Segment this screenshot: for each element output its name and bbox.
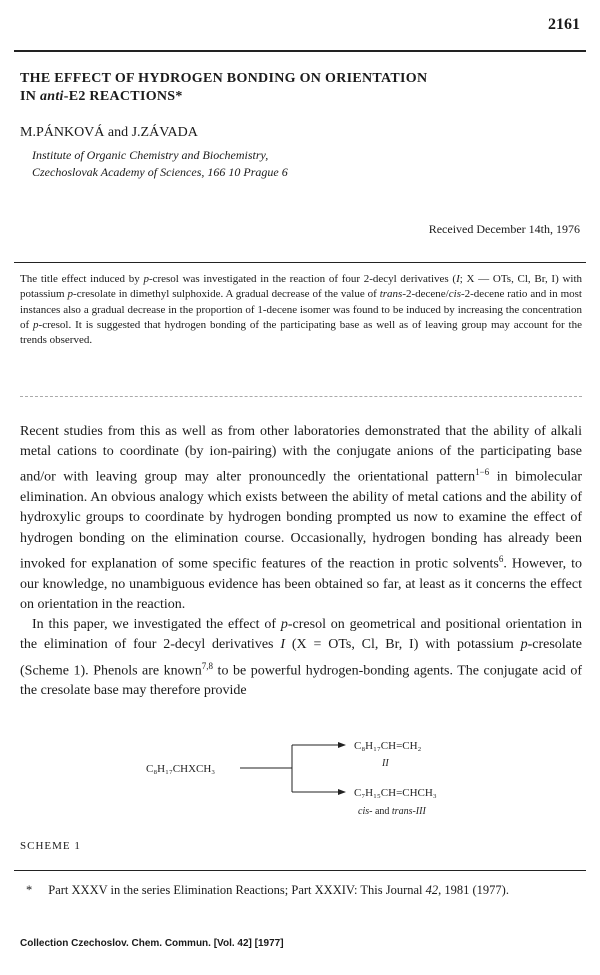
scheme-label-iii: cis- and trans-III [358,806,426,817]
paragraph-2: In this paper, we investigated the effect of p-cresol on geometrical and positional orientation in the elimination of four 2-decyl derivatives I (X = OTs, Cl, Br, I) with potassium p-cresolate (Scheme 1). Phenols are known$^{7,8}$ to be powerful hydrogen-bonding agents. The conjugate acid of the cresolate base may therefore provide [20,617,582,699]
reaction-scheme [0,740,600,820]
author-affiliation: Institute of Organic Chemistry and Biochemistry, Czechoslovak Academy of Sciences, 166 10 Prague 6 [32,148,288,179]
scheme-label-ii: II [382,758,389,769]
abstract-bottom-rule [20,396,582,397]
journal-footer: Collection Czechoslov. Chem. Commun. [Vol. 42] [1977] [20,938,284,949]
author-list: M.PÁNKOVÁ and J.ZÁVADA [20,125,198,140]
scheme-product-ii: C₈H₁₇CH=CH₂ [354,740,422,752]
scheme-product-iii: C₇H₁₅CH=CHCH₃ [354,787,437,799]
title-line-2: IN anti-E2 REACTIONS* [20,89,183,104]
header-rule [14,50,586,52]
abstract-top-rule [14,262,586,263]
article-title [20,70,520,106]
footnote: * Part XXXV in the series Elimination Reactions; Part XXXIV: This Journal 42, 1981 (1977). [26,883,509,897]
title-line-1: THE EFFECT OF HYDROGEN BONDING ON ORIENTATION [20,71,428,86]
abstract: The title effect induced by p-cresol was investigated in the reaction of four 2-decyl derivatives (I; X — OTs, Cl, Br, I) with potassium p-cresolate in dimethyl sulphoxide. A gradual decrease of the value of trans-2-decene/cis-2-decene ratio and in most instances also a gradual decrease in the proportion of 1-decene isomer was found to be induced by increasing the concentration of p-cresol. It is suggested that hydrogen bonding of the participating base as well as of leaving group may account for the trends observed. [20,273,583,347]
page-number: 2161 [548,16,580,33]
paragraph-1: Recent studies from this as well as from other laboratories demonstrated that the ability of alkali metal cations to coordinate (by ion-pairing) with the conjugate anions of the participating base and/or with leaving group may alter pronouncedly the orientational pattern$^{1-6}$ in bimolecular elimination. An obvious analogy which exists between the ability of metal cations and the ability of hydroxylic groups to coordinate by hydrogen bonding prompted us now to examine the effect of hydrogen bonding on the elimination course. Occasionally, hydrogen bonding has already been invoked for explanation of some specific features of the reaction in protic solvents$^6$. However, to our knowledge, no unambiguous evidence has been obtained so far, at least as it concerns the effect on orientation in the reaction. [20,424,582,612]
footnote-rule [14,870,586,871]
scheme-label: SCHEME 1 [20,840,81,852]
received-date: Received December 14th, 1976 [428,222,580,236]
body-text [20,422,582,702]
scheme-reactant: C₈H₁₇CHXCH₃ [146,763,216,775]
